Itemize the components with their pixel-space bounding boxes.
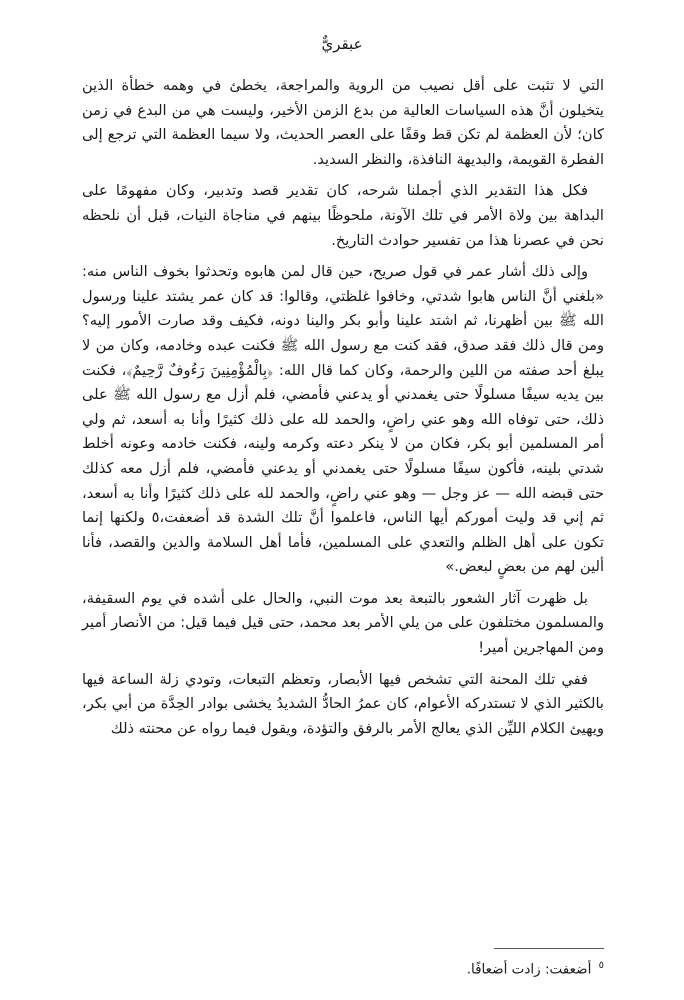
footnote-text: أضعفت: زادت أضعافًا. (466, 961, 592, 978)
footnote (82, 956, 604, 980)
footnote-marker: ٥ (598, 960, 604, 971)
running-header: عبقريٌّ (321, 35, 363, 53)
paragraph-2: فكل هذا التقدير الذي أجملنا شرحه، كان تقدير قصد وتدبير، وكان مفهومًا على البداهة بين ولاة الأمر في تلك الآونة، ملحوظًا بينهم في مناجاة النيات، قبل أن نلحظه نحن في عصرنا هذا من تفسير حوادث التاريخ. (82, 182, 604, 249)
paragraph-5: ففي تلك المحنة التي تشخص فيها الأبصار، وتعظم التبعات، وتودي زلة الساعة فيها بالكثير الذي لا تستدركه الأعوام، كان عمرُ الحادُّ الشديدُ يخشى بوادر الحِدَّة من أبي بكر، ويهيئ الكلام الليِّن الذي يعالج الأمر بالرفق والتؤدة، ويقول فيما رواه عن محنته ذلك (82, 670, 604, 737)
footnote-divider (494, 948, 604, 949)
paragraph-3-quote: وإلى ذلك أشار عمر في قول صريح، حين قال لمن هابوه وتحدثوا بخوف الناس منه: «بلغني أنَّ الناس هابوا شدتي، وخافوا غلظتي، وقالوا: قد كان عمر يشتد علينا ورسول الله ﷺ بين أظهرنا، ثم اشتد علينا وأبو بكر والينا دونه، فكيف وقد صارت الأمور إليه؟ ومن قال ذلك فقد صدق، فقد كنت مع رسول الله ﷺ فكنت عبده وخادمه، وكان من لا يبلغ أحد صفته من اللين والرحمة، وكان كما قال الله: ﴿بِالْمُؤْمِنِينَ رَءُوفٌ رَّحِيمٌ﴾، فكنت بين يديه سيفًا مسلولًا حتى يغمدني أو يدعني فأمضي، فلم أزل مع رسول الله ﷺ على ذلك، حتى توفاه الله وهو عني راضٍ، والحمد لله على ذلك كثيرًا وأنا به أسعد، ثم ولي أمر المسلمين أبو بكر، فكان من لا ينكر دعته وكرمه ولينه، فكنت خادمه وعونه أخلط شدتي بلينه، فأكون سيفًا مسلولًا حتى يغمدني أو يدعني فأمضي، فلم أزل معه كذلك حتى قبضه الله — عز وجل — وهو عني راضٍ، والحمد لله على ذلك كثيرًا وأنا به أسعد، ثم إني قد وليت أموركم أيها الناس، فاعلموا أنَّ تلك الشدة قد أضعفت،٥ ولكنها إنما تكون على أهل الظلم والتعدي على المسلمين، فأما أهل السلامة والدين والقصد، فأنا ألين لهم من بعضٍ لبعض.» (82, 263, 604, 576)
body-text (82, 74, 604, 748)
paragraph-4: بل ظهرت آثار الشعور بالتبعة بعد موت النبي، والحال على أشده في يوم السقيفة، والمسلمون مختلفون على من يلي الأمر بعد محمد، حتى قيل فيما قيل: من الأنصار أمير ومن المهاجرين أمير! (82, 589, 604, 657)
paragraph-1: التي لا تثبت على أقل نصيب من الروية والمراجعة، يخطئ في وهمه خطأة الذين يتخيلون أنَّ هذه السياسات العالية من بدع الزمن الأخير، وليست هي من البدع في زمن كان؛ لأن العظمة لم تكن قط وقفًا على العصر الحديث، ولا سيما العظمة التي ترجع إلى الفطرة القويمة، والبديهة النافذة، والنظر السديد. (82, 77, 604, 168)
